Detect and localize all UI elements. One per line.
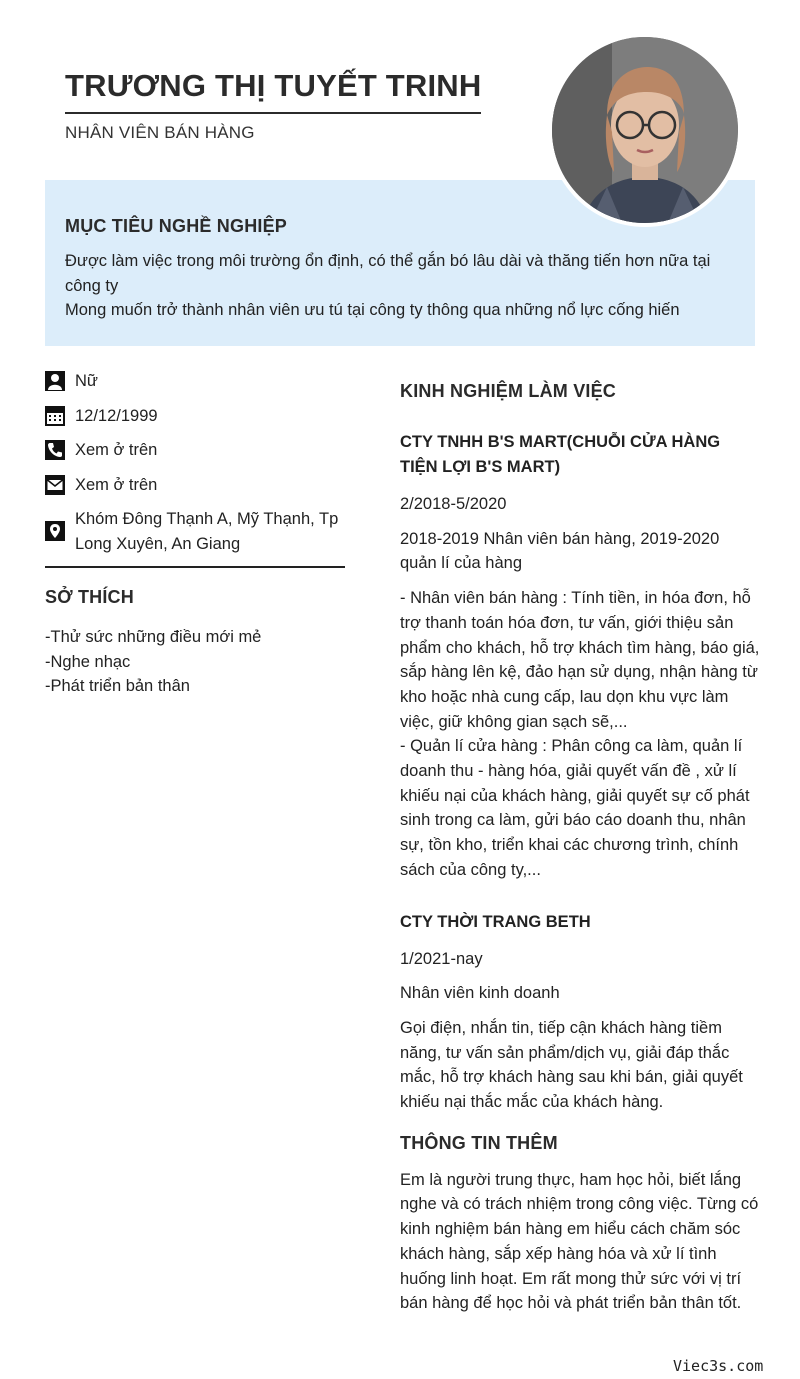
company-name: CTY TNHH B'S MART(CHUỖI CỬA HÀNG TIỆN LỢI B'S MART)	[400, 433, 721, 476]
cv-header	[65, 68, 481, 143]
objective-line: Mong muốn trở thành nhân viên ưu tú tại công ty thông qua những nổ lực cống hiến	[65, 301, 680, 319]
hobby-item: -Phát triển bản thân	[45, 677, 190, 695]
candidate-name: TRƯƠNG THỊ TUYẾT TRINH	[65, 68, 481, 114]
objective-title: MỤC TIÊU NGHỀ NGHIỆP	[65, 216, 288, 236]
job-description: - Nhân viên bán hàng : Tính tiền, in hóa đơn, hỗ trợ thanh toán hóa đơn, tư vấn, giới thiệu sản phẩm cho khách, hỗ trợ khách tìm hàng, báo giá, sắp hàng lên kệ, đảo hạn sử dụng, nhận hàng từ kho hoặc nhà cung cấp, lau dọn khu vực làm việc, giữ không gian sạch sẽ,...	[400, 589, 760, 731]
hobby-item: -Nghe nhạc	[45, 652, 131, 671]
watermark: Viec3s.com	[673, 1357, 764, 1375]
phone-icon	[45, 440, 65, 460]
location-pin-icon	[45, 521, 65, 541]
avatar	[552, 37, 738, 223]
job-role: Nhân viên kinh doanh	[400, 984, 560, 1003]
gender-value: Nữ	[75, 372, 98, 390]
profile-photo	[548, 33, 742, 227]
gender-row	[45, 369, 345, 394]
phone-row	[45, 438, 345, 463]
dob-row	[45, 404, 345, 429]
portrait-image	[552, 37, 738, 223]
personal-info-column	[45, 369, 345, 699]
hobbies-title: SỞ THÍCH	[45, 587, 134, 607]
experience-title: KINH NGHIỆM LÀM VIỆC	[400, 381, 617, 401]
job-period: 2/2018-5/2020	[400, 495, 507, 513]
address-row	[45, 507, 345, 556]
person-icon	[45, 371, 65, 391]
additional-info-title: THÔNG TIN THÊM	[400, 1132, 558, 1153]
dob-value: 12/12/1999	[75, 406, 158, 425]
job-description: - Quản lí cửa hàng : Phân công ca làm, quản lí doanh thu - hàng hóa, giải quyết vấn đề , xử lí khiếu nại của khách hàng, giải quyết sự cố phát sinh trong ca làm, gửi báo cáo doanh thu, nhân sự, tồn kho, triển khai các chương trình, chính sách của công ty,...	[400, 737, 750, 879]
job-role: 2018-2019 Nhân viên bán hàng, 2019-2020 quản lí của hàng	[400, 529, 720, 573]
hobby-list	[45, 625, 345, 699]
email-value: Xem ở trên	[75, 475, 158, 494]
job-description: Gọi điện, nhắn tin, tiếp cận khách hàng tiềm năng, tư vấn sản phẩm/dịch vụ, giải đáp thắc mắc, hỗ trợ khách hàng sau khi bán, giải quyết khiếu nại thắc mắc của khách hàng.	[400, 1018, 743, 1112]
hobby-item: -Thử sức những điều mới mẻ	[45, 628, 262, 646]
phone-value: Xem ở trên	[75, 441, 158, 459]
address-value: Khóm Đông Thạnh A, Mỹ Thạnh, Tp Long Xuyên, An Giang	[75, 510, 339, 553]
additional-info-text: Em là người trung thực, ham học hỏi, biết lắng nghe và có trách nhiệm trong công việc. Từng có kinh nghiệm bán hàng em hiểu cách chăm sóc khách hàng, sắp xếp hàng hóa và xử lí tình huống linh hoạt. Em rất mong thử sức với vị trí bán hàng để học hỏi và phát triển bản thân tốt.	[400, 1170, 759, 1313]
email-row	[45, 473, 345, 498]
mail-icon	[45, 475, 65, 495]
job-period: 1/2021-nay	[400, 949, 483, 968]
objective-line: Được làm việc trong môi trường ổn định, có thể gắn bó lâu dài và thăng tiến hơn nữa tại công ty	[65, 252, 711, 295]
calendar-icon	[45, 406, 65, 426]
company-name: CTY THỜI TRANG BETH	[400, 912, 591, 931]
experience-column	[400, 381, 760, 1316]
job-title: NHÂN VIÊN BÁN HÀNG	[65, 123, 255, 142]
section-divider	[45, 566, 345, 568]
